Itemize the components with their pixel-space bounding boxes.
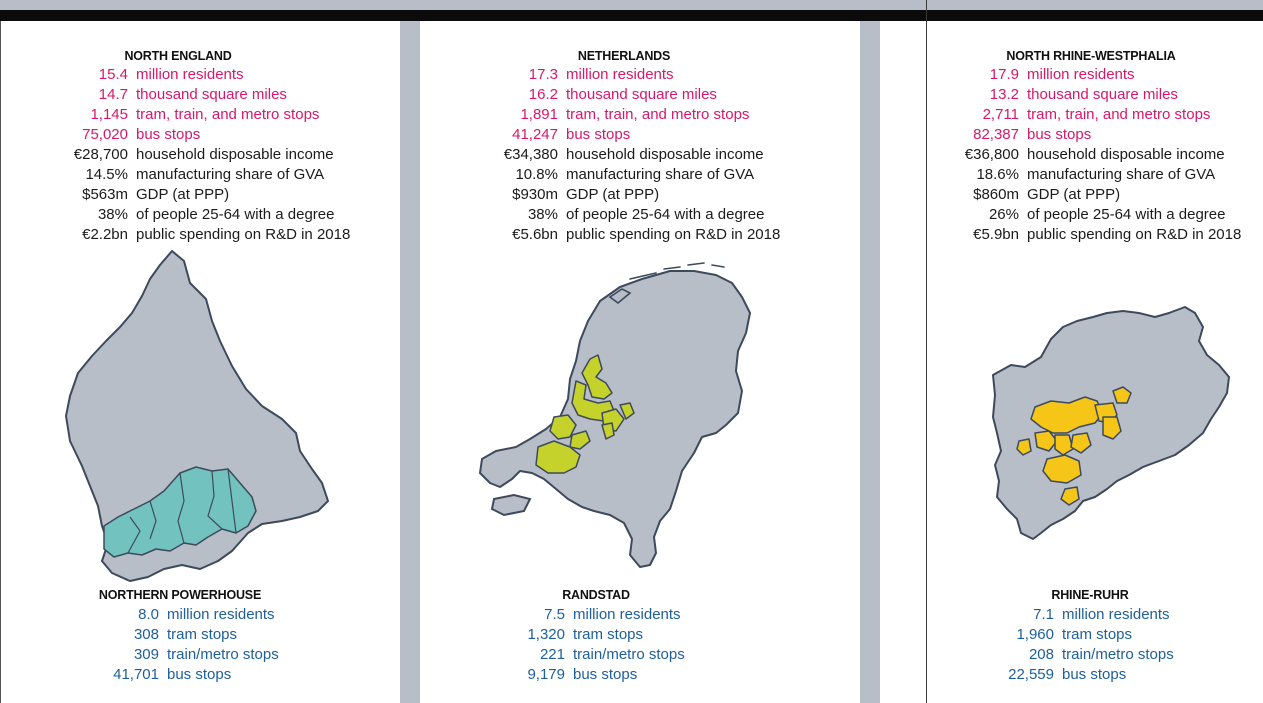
region-stat-label: million residents [1062,606,1170,623]
region-stat-label: train/metro stops [573,646,685,663]
stat-label: thousand square miles [1027,86,1178,103]
region-stat-label: train/metro stops [1062,646,1174,663]
stat-label: million residents [136,66,244,83]
region-stats [495,605,685,685]
stat-value: 13.2 [989,86,1019,103]
region-stat-label: million residents [573,606,681,623]
region-stat-label: train/metro stops [167,646,279,663]
region-stat-label: tram stops [1062,626,1133,643]
stat-value: 1,891 [520,106,558,123]
stat-label: manufacturing share of GVA [566,166,755,183]
region-stats [89,605,279,685]
region-stat-value: 7.1 [1033,606,1054,623]
stat-label: million residents [1027,66,1135,83]
rhine-ruhr-area [1043,455,1081,483]
stat-label: GDP (at PPP) [136,186,230,203]
stat-value: 17.3 [528,66,558,83]
stat-value: 14.5% [85,166,128,183]
stat-value: 17.9 [989,66,1019,83]
stat-label: bus stops [566,126,631,143]
stat-label: manufacturing share of GVA [1027,166,1216,183]
stat-label: million residents [566,66,674,83]
stat-value: 15.4 [98,66,128,83]
stat-label: bus stops [1027,126,1092,143]
region-title: RANDSTAD [562,588,630,602]
panel-north-england [0,21,400,703]
region-stat-value: 8.0 [138,606,159,623]
region-stat-value: 308 [133,626,159,643]
panel-north-rhine-westphalia [927,21,1263,703]
stat-value: 18.6% [976,166,1019,183]
stat-value: €34,380 [503,146,558,163]
region-stat-label: bus stops [167,666,232,683]
stat-label: public spending on R&D in 2018 [136,226,351,243]
region-stat-value: 7.5 [544,606,565,623]
stat-label: household disposable income [566,146,764,163]
region-stat-label: bus stops [573,666,638,683]
region-stats [984,605,1174,685]
stat-label: of people 25-64 with a degree [1027,206,1226,223]
stat-label: of people 25-64 with a degree [136,206,335,223]
stat-value: 26% [988,206,1019,223]
stat-value: 10.8% [515,166,558,183]
region-stat-value: 221 [539,646,565,663]
region-stat-label: tram stops [573,626,644,643]
stat-label: public spending on R&D in 2018 [566,226,781,243]
region-stat-value: 1,320 [527,626,565,643]
stat-value: 75,020 [82,126,128,143]
stat-value: 14.7 [98,86,128,103]
stat-label: public spending on R&D in 2018 [1027,226,1242,243]
stat-label: household disposable income [1027,146,1225,163]
stat-value: 2,711 [982,106,1019,123]
stat-value: €28,700 [73,146,128,163]
stat-label: tram, train, and metro stops [566,106,750,123]
region-stat-label: million residents [167,606,275,623]
stat-label: tram, train, and metro stops [136,106,320,123]
region-stat-value: 41,701 [113,666,159,683]
stat-value: 41,247 [512,126,558,143]
stat-value: 38% [97,206,128,223]
region-stat-value: 309 [133,646,159,663]
region-title: NORTHERN POWERHOUSE [98,588,262,602]
stat-value: €5.9bn [973,226,1019,243]
region-title: RHINE-RUHR [1051,588,1129,602]
column-gutter-2 [860,21,880,703]
panel-title: NETHERLANDS [577,49,671,63]
top-gray-band [0,0,1263,10]
panel-title: NORTH ENGLAND [124,49,232,63]
stat-value: €5.6bn [512,226,558,243]
stat-label: of people 25-64 with a degree [566,206,765,223]
netherlands-island [492,495,530,515]
stat-value: 16.2 [528,86,558,103]
stat-label: household disposable income [136,146,334,163]
stat-label: bus stops [136,126,201,143]
top-black-rule [0,10,1263,21]
stat-value: €36,800 [964,146,1019,163]
stat-value: 1,145 [90,106,128,123]
stat-value: $563m [82,186,128,203]
stat-label: GDP (at PPP) [566,186,660,203]
stat-value: $930m [512,186,558,203]
panel-title: NORTH RHINE-WESTPHALIA [1006,49,1176,63]
stat-label: tram, train, and metro stops [1027,106,1211,123]
region-stat-value: 22,559 [1008,666,1054,683]
stat-label: thousand square miles [136,86,287,103]
region-stat-value: 1,960 [1016,626,1054,643]
region-stat-label: tram stops [167,626,238,643]
stat-value: €2.2bn [82,226,128,243]
stat-value: $860m [973,186,1019,203]
region-stat-value: 208 [1028,646,1054,663]
panel-netherlands [420,21,860,703]
region-stat-label: bus stops [1062,666,1127,683]
stat-label: thousand square miles [566,86,717,103]
stat-value: 38% [527,206,558,223]
stat-label: manufacturing share of GVA [136,166,325,183]
region-stat-value: 9,179 [527,666,565,683]
stat-value: 82,387 [973,126,1019,143]
stat-label: GDP (at PPP) [1027,186,1121,203]
